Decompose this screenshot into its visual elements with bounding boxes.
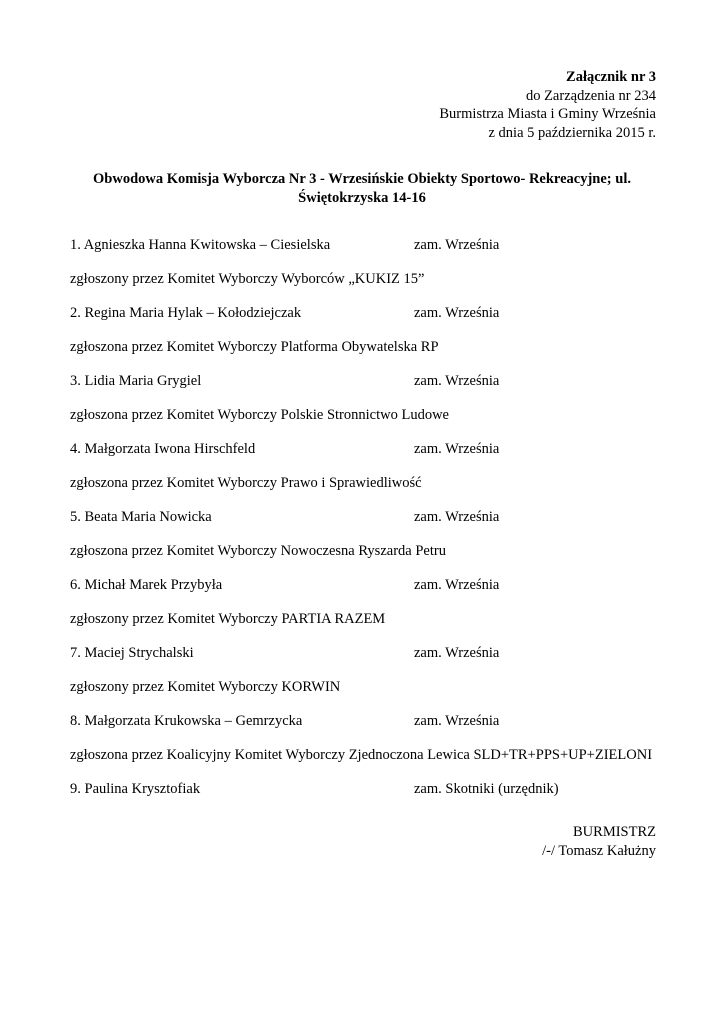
- member-name: 3. Lidia Maria Grygiel: [70, 373, 202, 389]
- attachment-header: [439, 68, 656, 142]
- attachment-ordinance: do Zarządzenia nr 234: [525, 87, 656, 104]
- member-submitter: zgłoszona przez Komitet Wyborczy Platforma Obywatelska RP: [70, 339, 439, 355]
- member-item: [70, 576, 670, 644]
- member-name: 2. Regina Maria Hylak – Kołodziejczak: [70, 305, 302, 321]
- member-submitter: zgłoszony przez Komitet Wyborczy KORWIN: [70, 679, 341, 695]
- member-item: [70, 440, 670, 508]
- document-title-line-1: Obwodowa Komisja Wyborcza Nr 3 - Wrzesińskie Obiekty Sportowo- Rekreacyjne; ul.: [93, 171, 631, 187]
- member-name: 4. Małgorzata Iwona Hirschfeld: [70, 441, 256, 457]
- member-item: [70, 644, 670, 712]
- member-name: 8. Małgorzata Krukowska – Gemrzycka: [70, 713, 303, 729]
- member-row: [70, 440, 670, 474]
- member-item: [70, 372, 670, 440]
- member-residence: zam. Września: [414, 373, 500, 389]
- attachment-issuer: Burmistrza Miasta i Gminy Września: [439, 106, 656, 122]
- member-name: 5. Beata Maria Nowicka: [70, 509, 212, 525]
- member-item: [70, 780, 670, 814]
- signature-name: /-/ Tomasz Kałużny: [542, 843, 656, 859]
- member-residence: zam. Września: [414, 577, 500, 593]
- member-name: 1. Agnieszka Hanna Kwitowska – Ciesielska: [70, 237, 331, 253]
- member-row: [70, 576, 670, 610]
- attachment-title: Załącznik nr 3: [566, 69, 656, 85]
- member-name: 7. Maciej Strychalski: [70, 645, 194, 661]
- member-submitter: zgłoszona przez Komitet Wyborczy Polskie Stronnictwo Ludowe: [70, 407, 449, 423]
- attachment-date: z dnia 5 października 2015 r.: [488, 124, 656, 141]
- signature-role: BURMISTRZ: [573, 824, 656, 840]
- member-item: [70, 508, 670, 576]
- member-submitter: zgłoszona przez Koalicyjny Komitet Wyborczy Zjednoczona Lewica SLD+TR+PPS+UP+ZIELONI: [70, 747, 653, 763]
- member-row: [70, 372, 670, 406]
- member-residence: zam. Września: [414, 305, 500, 321]
- member-submitter: zgłoszony przez Komitet Wyborczy PARTIA RAZEM: [70, 611, 386, 627]
- member-item: [70, 712, 670, 780]
- member-row: [70, 780, 670, 814]
- member-residence: zam. Września: [414, 713, 500, 729]
- member-name: 9. Paulina Krysztofiak: [70, 781, 201, 797]
- member-row: [70, 236, 670, 270]
- member-residence: zam. Września: [414, 645, 500, 661]
- member-residence: zam. Września: [414, 237, 500, 253]
- signature-block: [542, 823, 656, 861]
- member-residence: zam. Września: [414, 509, 500, 525]
- member-residence: zam. Skotniki (urzędnik): [414, 781, 559, 797]
- member-submitter: zgłoszony przez Komitet Wyborczy Wyborców „KUKIZ 15”: [70, 271, 425, 287]
- member-submitter: zgłoszona przez Komitet Wyborczy Prawo i Sprawiedliwość: [70, 475, 422, 491]
- member-item: [70, 236, 670, 304]
- member-row: [70, 644, 670, 678]
- member-submitter: zgłoszona przez Komitet Wyborczy Nowoczesna Ryszarda Petru: [70, 543, 446, 559]
- member-row: [70, 508, 670, 542]
- document-title-line-2: Świętokrzyska 14-16: [298, 190, 426, 206]
- document-title: [60, 170, 664, 208]
- member-row: [70, 712, 670, 746]
- member-item: [70, 304, 670, 372]
- commission-members-list: [70, 236, 670, 814]
- member-row: [70, 304, 670, 338]
- member-residence: zam. Września: [414, 441, 500, 457]
- member-name: 6. Michał Marek Przybyła: [70, 577, 223, 593]
